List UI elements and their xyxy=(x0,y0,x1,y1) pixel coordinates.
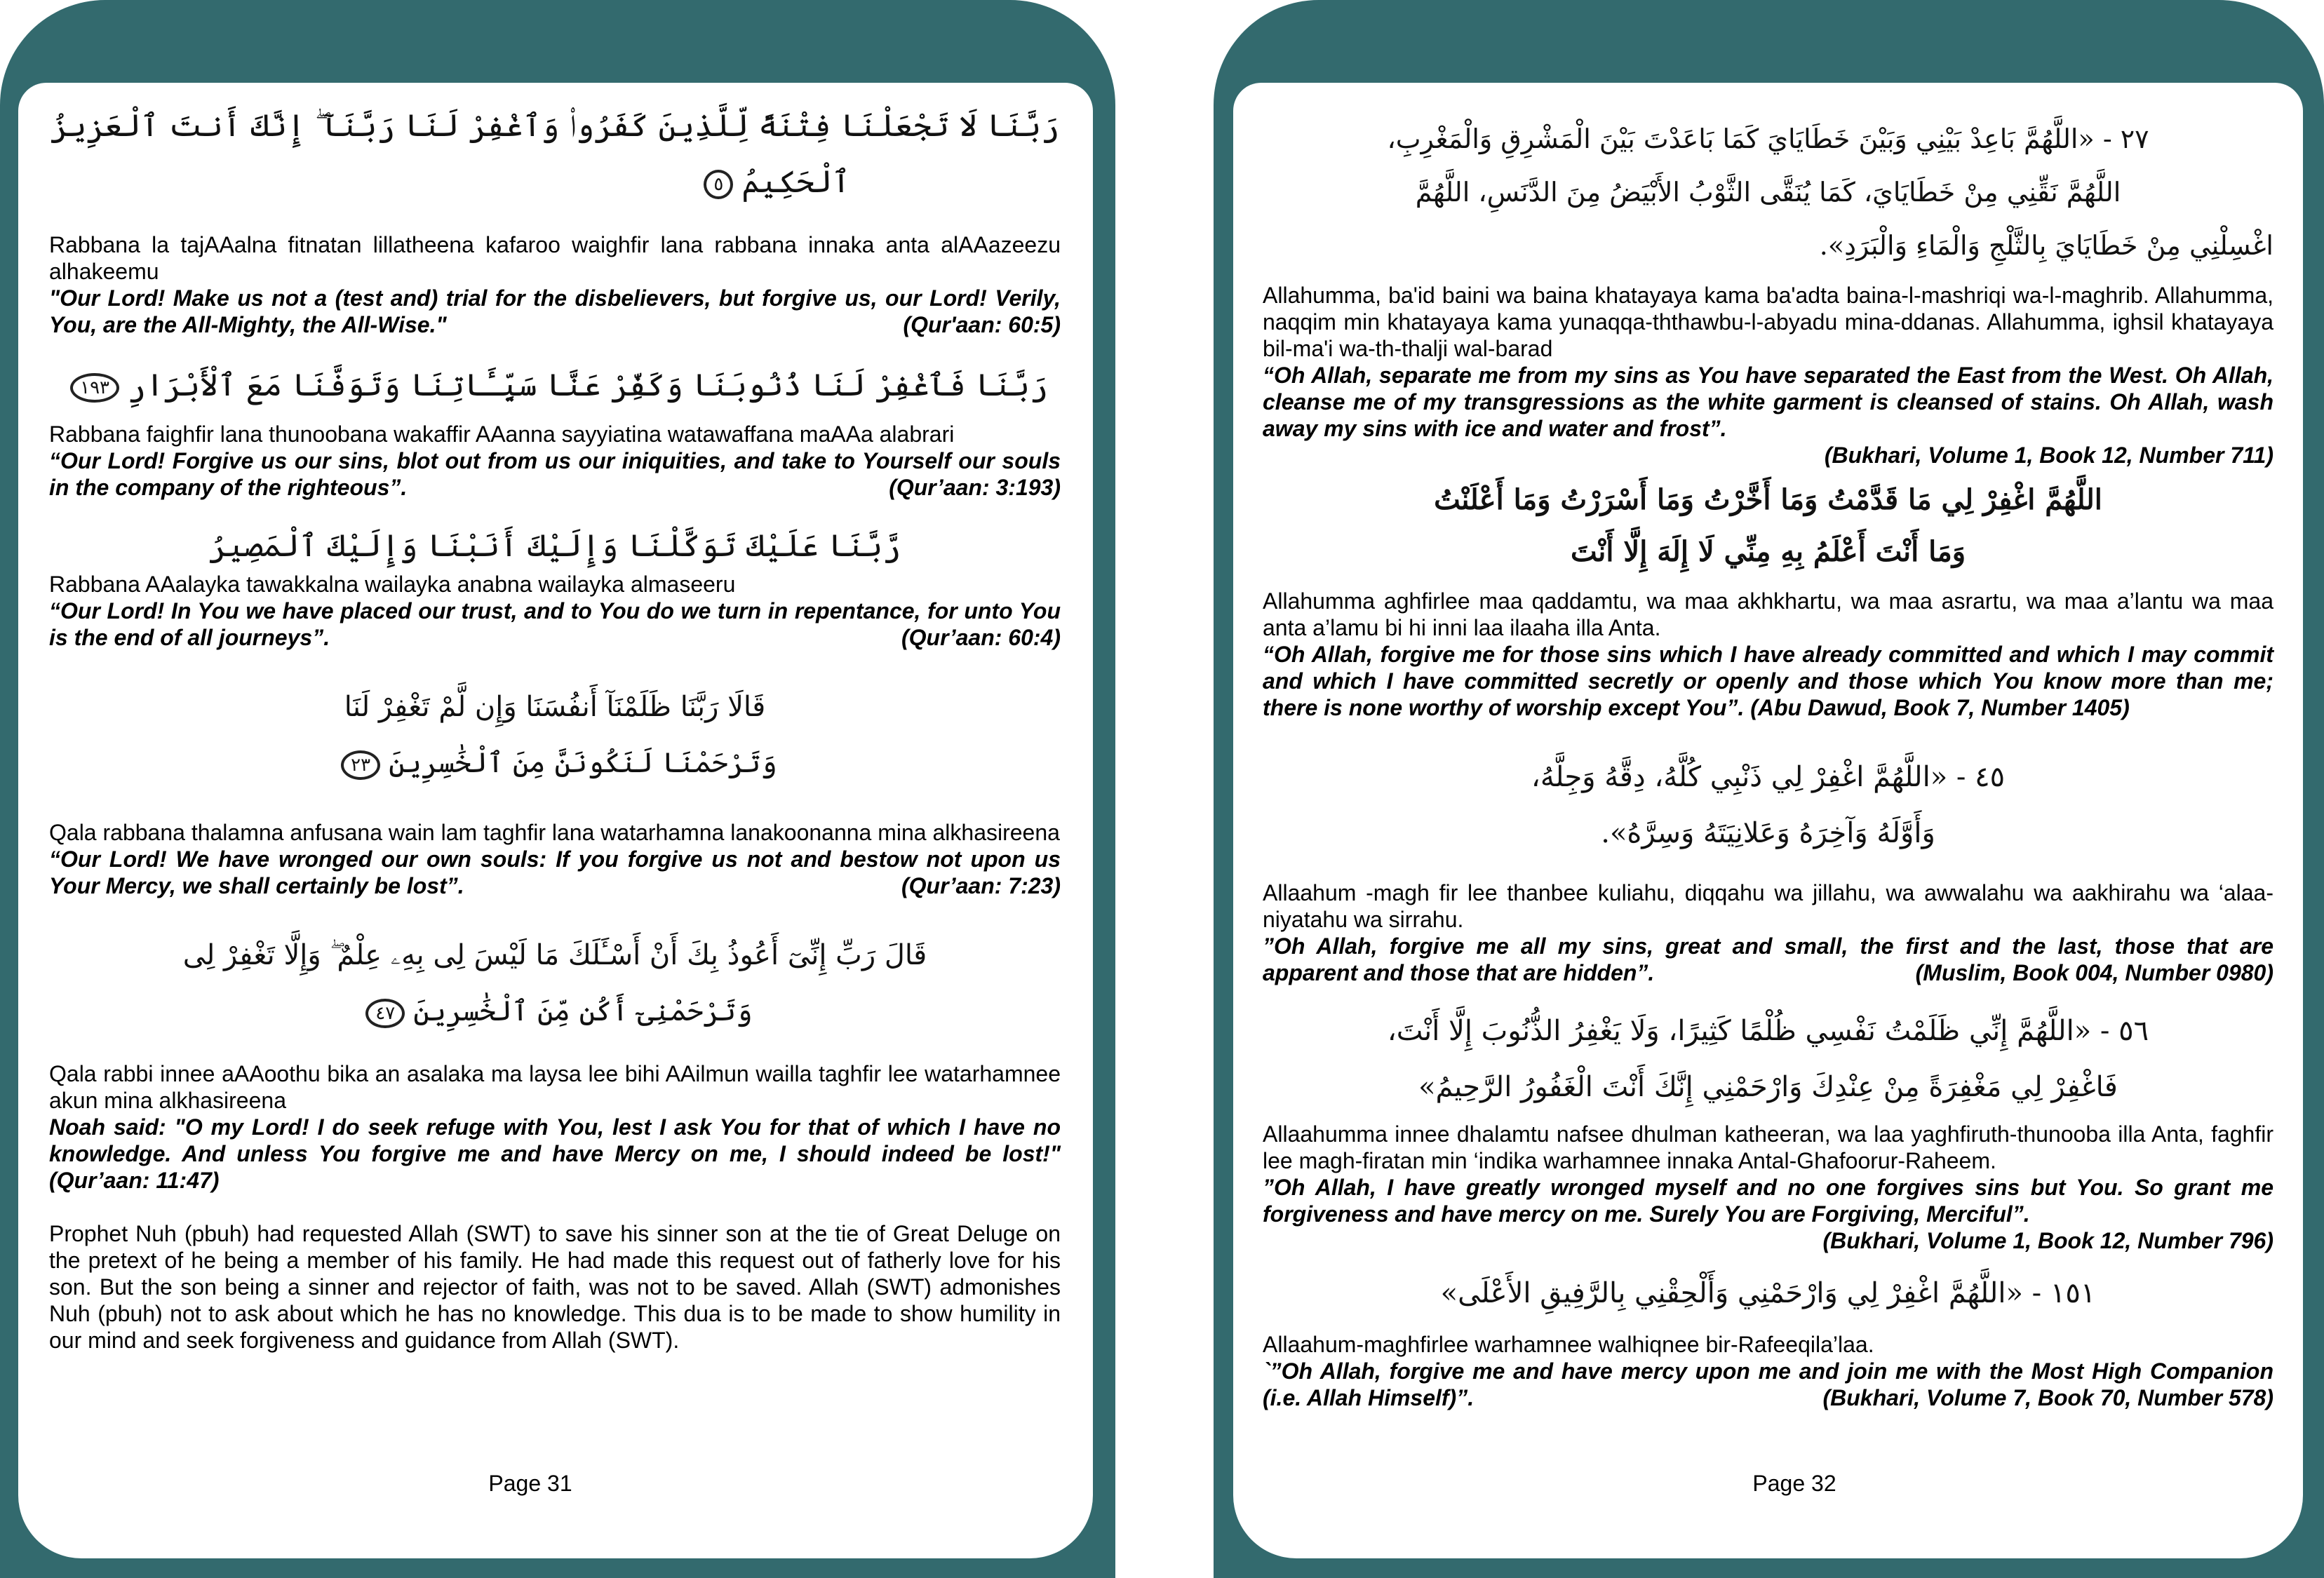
arabic-verse-4 xyxy=(49,679,1061,791)
arabic-line: قَالَ رَبِّ إِنِّىٓ أَعُوذُ بِكَ أَنْ أَسْـَٔلَكَ مَا لَيْسَ لِى بِهِۦ عِلْمٌ ۖ وَإِلَّا تَغْفِرْ لِى xyxy=(182,939,927,971)
transliteration-2: Rabbana faighfir lana thunoobana wakaffir AAanna sayyiatina watawaffana maAAa alabrari xyxy=(49,422,955,447)
right-page xyxy=(1214,0,2324,1578)
translation-2: “Our Lord! Forgive us our sins, blot out from us our iniquities, and take to Yourself our souls in the company of the righteous”. (Qur’aan: 3:193) xyxy=(49,448,1061,500)
page-number: Page 32 xyxy=(1752,1471,1836,1496)
translation-10: `”Oh Allah, forgive me and have mercy upon me and join me with the Most High Companion (i.e. Allah Himself)”. (Bukhari, Volume 7, Book 70, Number 578) xyxy=(1263,1358,2273,1410)
transliteration-9: Allaahumma innee dhalamtu nafsee dhulman katheeran, wa laa yaghfiruth-thunooba illa Anta, faghfir lee magh-firatan min ‘indika warhamnee innaka Antal-Ghafoorur-Raheem. xyxy=(1263,1121,2273,1173)
reference-2: (Qur’aan: 3:193) xyxy=(889,475,1061,500)
right-page-content xyxy=(1263,83,2273,1411)
arabic-dua-1 xyxy=(1263,112,2273,272)
arabic-line: رَّبَّنَا عَلَيْكَ تَوَكَّلْنَا وَإِلَيْكَ أَنَبْنَا وَإِلَيْكَ ٱلْمَصِيرُ xyxy=(208,528,901,564)
reference-6: (Bukhari, Volume 1, Book 12, Number 711) xyxy=(1824,443,2273,468)
reference-8: (Muslim, Book 004, Number 0980) xyxy=(1915,960,2273,985)
arabic-line: ٤٥ - «اللَّهُمَّ اغْفِرْ لِي ذَنْبِي كُلَّهُ، دِقَّهُ وَجِلَّهُ، xyxy=(1531,761,2006,793)
arabic-verse-3 xyxy=(49,522,1061,571)
arabic-line: ٱلْحَكِيمُ xyxy=(741,164,850,200)
transliteration-1: Rabbana la tajAAalna fitnatan lillatheena kafaroo waighfir lana rabbana innaka anta alAAazeezu alhakeemu xyxy=(49,232,1061,284)
arabic-line: وَمَا أَنْتَ أَعْلَمُ بِهِ مِنِّي لَا إِلَهَ إِلَّا أَنْتَ xyxy=(1570,535,1966,568)
arabic-line: ١٥١ - «اللَّهُمَّ اغْفِرْ لِي وَارْحَمْنِي وَأَلْحِقْنِي بِالرَّفِيقِ الأَعْلَى» xyxy=(1440,1277,2096,1309)
page-number: Page 31 xyxy=(488,1471,572,1496)
arabic-line: وَأَوَّلَهُ وَآخِرَهُ وَعَلانِيَتَهُ وَسِرَّهُ». xyxy=(1601,817,1935,849)
translation-9: ”Oh Allah, I have greatly wronged myself and no one forgives sins but You. So grant me forgiveness and have mercy on me. Surely You are Forgiving, Merciful”. xyxy=(1263,1175,2273,1227)
reference-1: (Qur'aan: 60:5) xyxy=(903,312,1061,337)
arabic-line: اغْسِلْنِي مِنْ خَطَايَايَ بِالثَّلْجِ وَالْمَاءِ وَالْبَرَدِ». xyxy=(1819,230,2273,261)
arabic-dua-5 xyxy=(1263,1265,2273,1321)
arabic-line: وَتَرْحَمْنَا لَنَكُونَنَّ مِنَ ٱلْخَٰسِرِينَ xyxy=(389,747,777,779)
transliteration-7: Allahumma aghfirlee maa qaddamtu, wa maa akhkhartu, wa maa asrartu, wa maa a’lantu wa maa anta a’lamu bi hi inni laa ilaaha illa Anta. xyxy=(1263,588,2273,640)
translation-6: “Oh Allah, separate me from my sins as You have separated the East from the West. Oh Allah, cleanse me of my transgressions as the white garment is cleansed of stains. Oh Allah, wash away my sins with ice and water and frost”. xyxy=(1263,363,2273,441)
arabic-verse-5 xyxy=(49,927,1061,1039)
reference-3: (Qur’aan: 60:4) xyxy=(901,625,1061,650)
arabic-dua-4 xyxy=(1263,1003,2273,1115)
arabic-line: فَاغْفِرْ لِي مَغْفِرَةً مِنْ عِنْدِكَ وَارْحَمْنِي إِنَّكَ أَنْتَ الْغَفُورُ الرَّحِيمُ» xyxy=(1418,1071,2118,1103)
translation-3: “Our Lord! In You we have placed our trust, and to You do we turn in repentance, for unto You is the end of all journeys”. (Qur’aan: 60:4) xyxy=(49,598,1061,650)
commentary-paragraph: Prophet Nuh (pbuh) had requested Allah (SWT) to save his sinner son at the tie of Great Deluge on the pretext of he being a member of his family. He had made this request out of fatherly love for his son. But the son being a sinner and rejector of faith, was not to be saved. Allah (SWT) admonishes Nuh (pbuh) not to ask about which he has no knowledge. This dua is to be made to show humility in our mind and seek forgiveness and guidance from Allah (SWT). xyxy=(49,1221,1061,1353)
arabic-line: قَالَا رَبَّنَا ظَلَمْنَآ أَنفُسَنَا وَإِن لَّمْ تَغْفِرْ لَنَا xyxy=(344,691,766,723)
left-page-content xyxy=(49,83,1061,1354)
left-page-panel xyxy=(18,83,1093,1558)
arabic-verse-2 xyxy=(49,358,1061,414)
verse-number-badge: ٥ xyxy=(704,170,733,199)
translation-8: ”Oh Allah, forgive me all my sins, great and small, the first and the last, those that are apparent and those that are hidden”. (Muslim, Book 004, Number 0980) xyxy=(1263,933,2273,985)
arabic-dua-3 xyxy=(1263,749,2273,861)
arabic-verse-1 xyxy=(49,98,1061,210)
verse-number-badge: ٢٣ xyxy=(341,750,380,780)
transliteration-3: Rabbana AAalayka tawakkalna wailayka anabna wailayka almaseeru xyxy=(49,572,736,597)
reference-10: (Bukhari, Volume 7, Book 70, Number 578) xyxy=(1822,1385,2273,1410)
verse-number-badge: ١٩٣ xyxy=(70,373,119,403)
arabic-dua-2 xyxy=(1263,474,2273,578)
arabic-line: رَبَّنَا فَٱغْفِرْ لَنَا ذُنُوبَنَا وَكَفِّرْ عَنَّا سَيِّـَٔاتِنَا وَتَوَفَّنَا مَعَ ٱلْأَبْرَارِ xyxy=(128,367,1048,403)
transliteration-10: Allaahum-maghfirlee warhamnee walhiqnee bir-Rafeeqila’laa. xyxy=(1263,1332,1874,1357)
arabic-line: وَتَرْحَمْنِىٓ أَكُن مِّنَ ٱلْخَٰسِرِينَ xyxy=(413,995,753,1027)
reference-4: (Qur’aan: 7:23) xyxy=(901,873,1061,898)
transliteration-6: Allahumma, ba'id baini wa baina khatayaya kama ba'adta baina-l-mashriqi wa-l-maghrib. Allahumma, naqqim min khatayaya kama yunaqqa-ththawbu-l-abyadu mina-ddanas. Allahumma, ighsil khatayaya bil-ma'i wa-th-thalji wal-barad xyxy=(1263,283,2273,361)
translation-5: Noah said: "O my Lord! I do seek refuge with You, lest I ask You for that of which I have no knowledge. And unless You forgive me and have Mercy on me, I should indeed be lost!" (Qur’aan: 11:47) xyxy=(49,1114,1061,1193)
translation-1: "Our Lord! Make us not a (test and) trial for the disbelievers, but forgive us, our Lord! Verily, You, are the All-Mighty, the All-Wise." (Qur'aan: 60:5) xyxy=(49,285,1061,337)
transliteration-8: Allaahum -magh fir lee thanbee kuliahu, diqqahu wa jillahu, wa awwalahu wa aakhirahu wa ‘alaa-niyatahu wa sirrahu. xyxy=(1263,880,2273,932)
right-page-panel xyxy=(1233,83,2303,1558)
arabic-line: اللَّهُمَّ نَقِّنِي مِنْ خَطَايَايَ، كَمَا يُنَقَّى الثَّوْبُ الأَبْيَضُ مِنَ الدَّنَسِ، اللَّهُمَّ xyxy=(1415,177,2121,208)
transliteration-5: Qala rabbi innee aAAoothu bika an asalaka ma laysa lee bihi AAilmun wailla taghfir lee watarhamnee akun mina alkhasireena xyxy=(49,1061,1061,1113)
verse-number-badge: ٤٧ xyxy=(365,999,405,1028)
reference-9: (Bukhari, Volume 1, Book 12, Number 796) xyxy=(1822,1228,2273,1253)
transliteration-4: Qala rabbana thalamna anfusana wain lam taghfir lana watarhamna lanakoonanna mina alkhasireena xyxy=(49,820,1060,845)
arabic-line: اللَّهُمَّ اغْفِرْ لِي مَا قَدَّمْتُ وَمَا أَخَّرْتُ وَمَا أَسْرَرْتُ وَمَا أَعْلَنْتُ xyxy=(1434,483,2102,516)
arabic-line: رَبَّنَا لَا تَجْعَلْنَا فِتْنَةً لِّلَّذِينَ كَفَرُوا۟ وَٱغْفِرْ لَنَا رَبَّنَآ ۖ إِنَّكَ أَنتَ ٱلْعَزِيزُ xyxy=(50,108,1060,144)
translation-4: “Our Lord! We have wronged our own souls: If you forgive us not and bestow not upon us Your Mercy, we shall certainly be lost”. (Qur’aan: 7:23) xyxy=(49,847,1061,898)
translation-7: “Oh Allah, forgive me for those sins which I have already committed and which I may commit and which I have committed secretly or openly and those which You know more than me; there is none worthy of worship except You”. (Abu Dawud, Book 7, Number 1405) xyxy=(1263,642,2273,720)
arabic-line: ٢٧ - «اللَّهُمَّ بَاعِدْ بَيْنِي وَبَيْنَ خَطَايَايَ كَمَا بَاعَدْتَ بَيْنَ الْمَشْرِقِ وَالْمَغْرِبِ، xyxy=(1387,123,2149,154)
left-page xyxy=(0,0,1115,1578)
arabic-line: ٥٦ - «اللَّهُمَّ إِنِّي ظَلَمْتُ نَفْسِي ظُلْمًا كَثِيرًا، وَلَا يَغْفِرُ الذُّنُوبَ إِلَّا أَنْتَ، xyxy=(1387,1015,2149,1047)
